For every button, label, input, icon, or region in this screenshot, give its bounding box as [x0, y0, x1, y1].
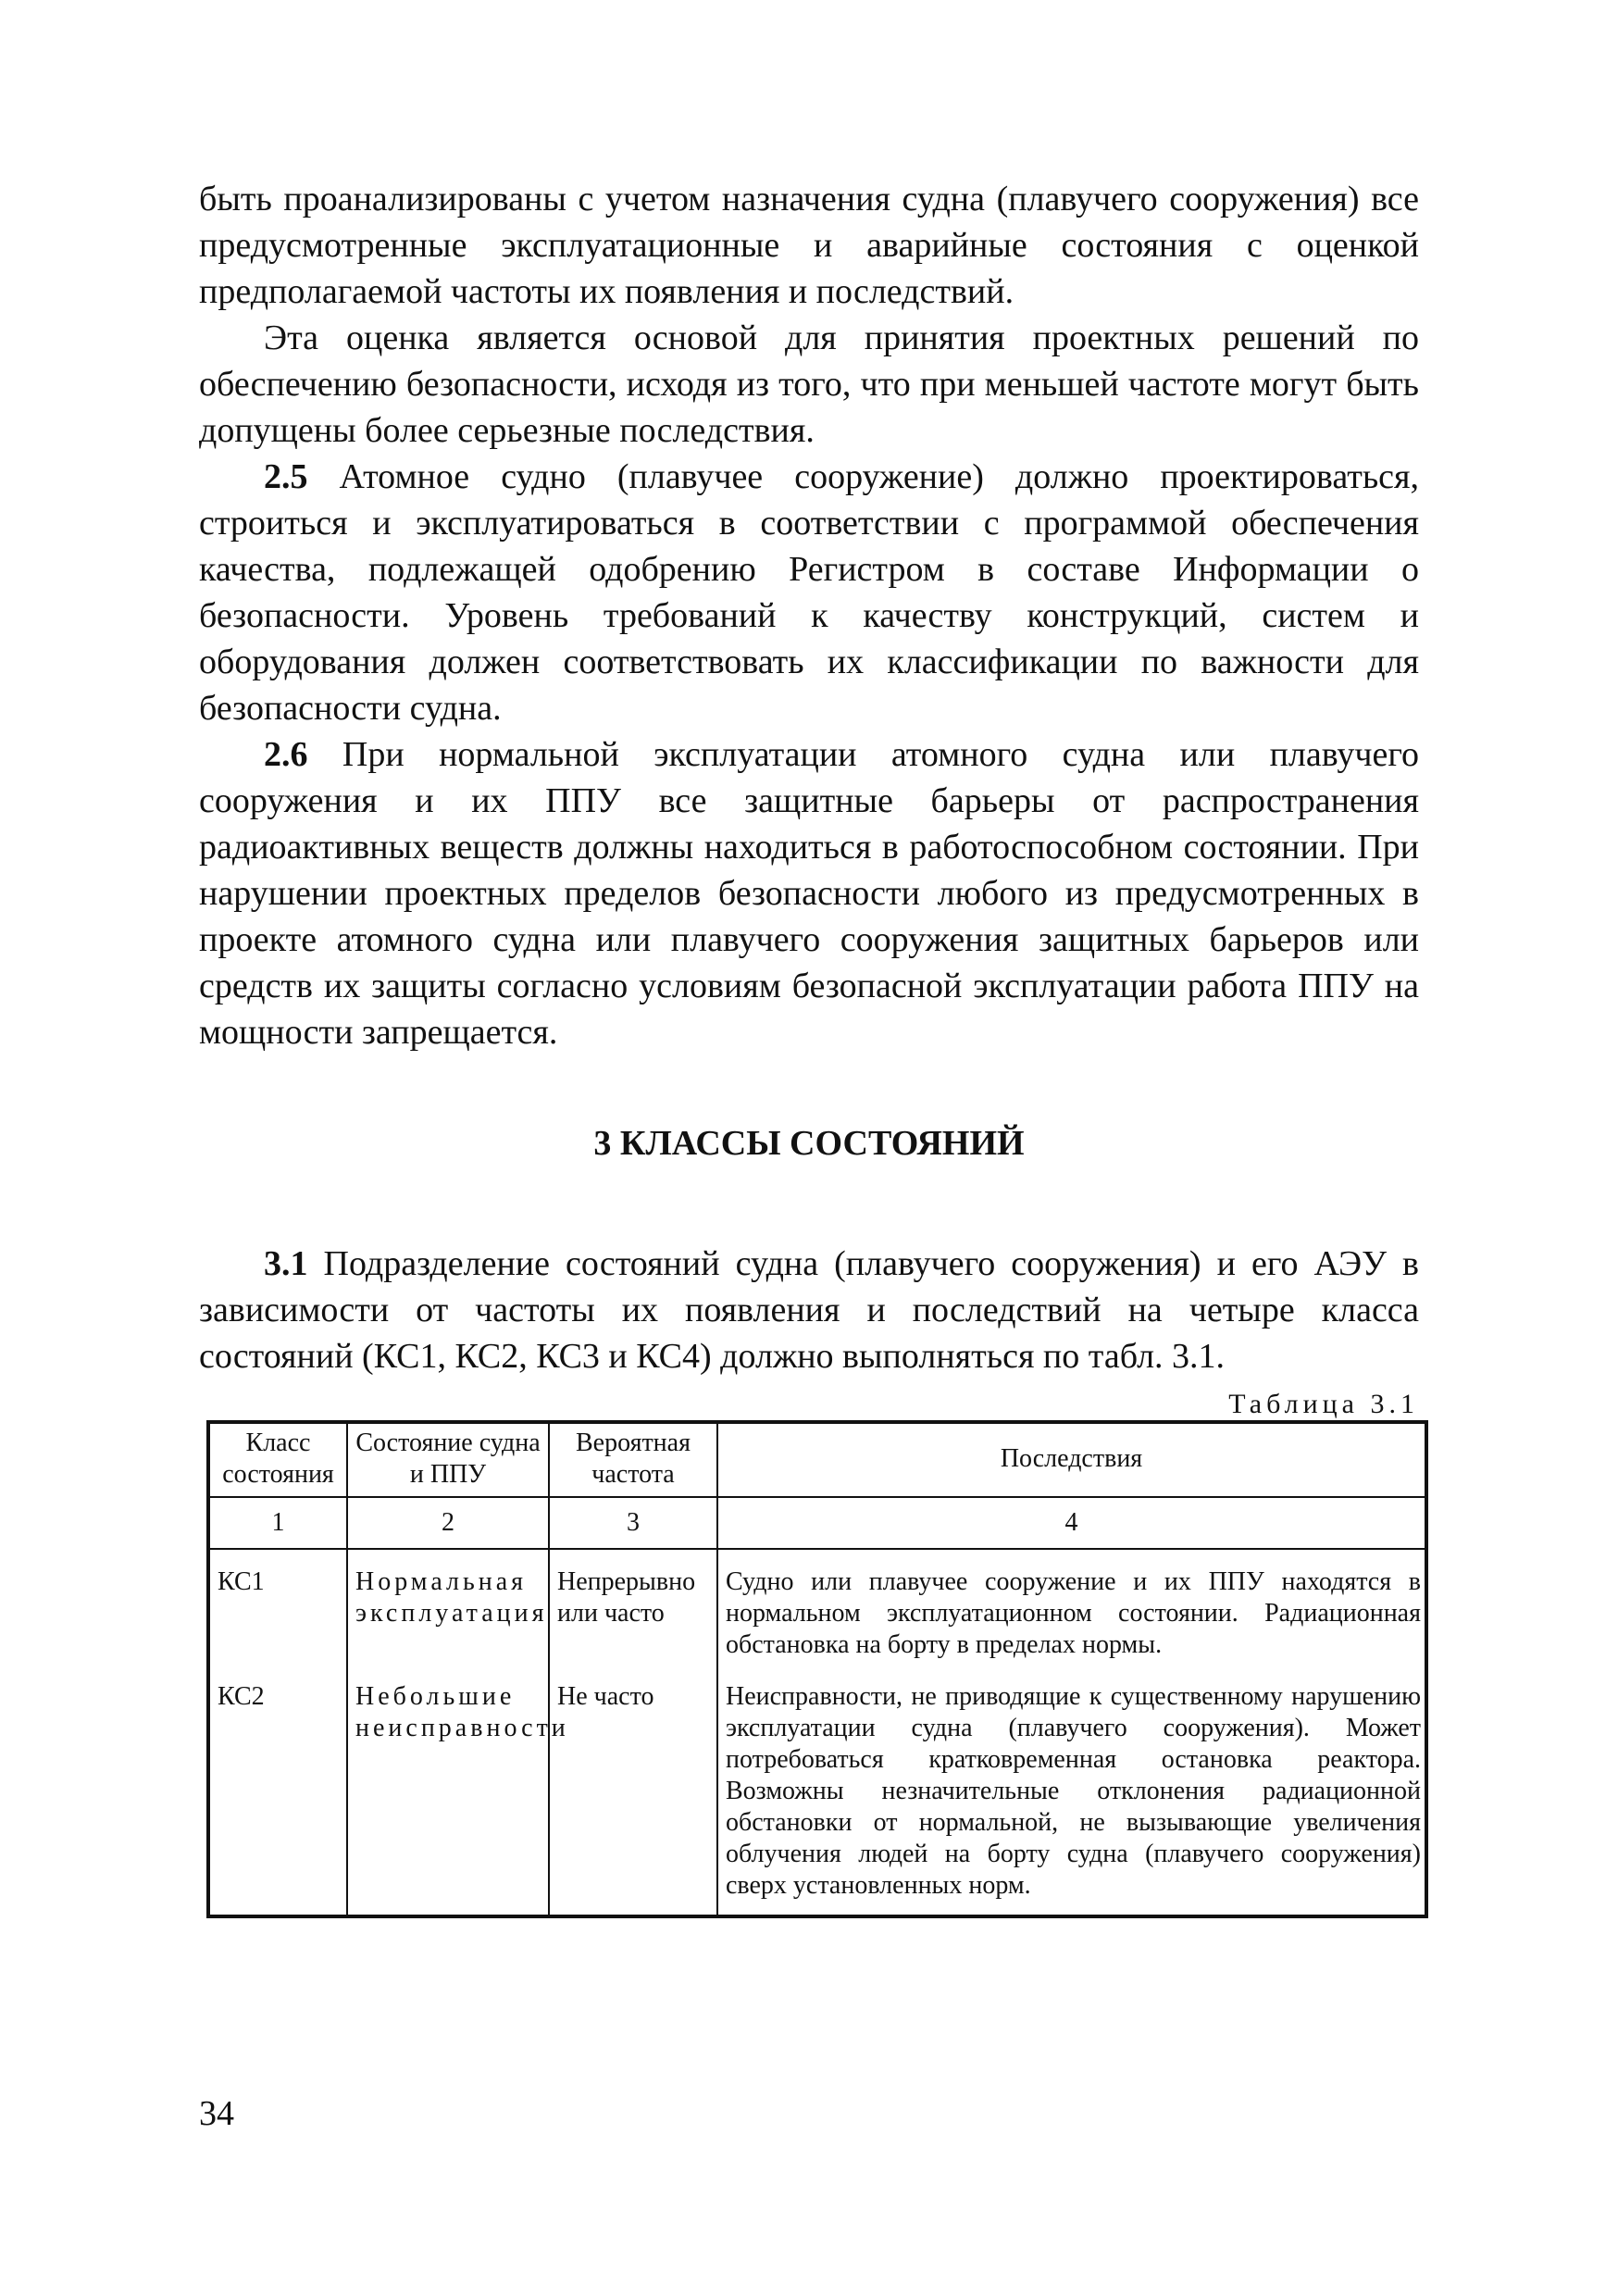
paragraph-3-1 — [199, 1241, 1419, 1379]
header-consequences: Последствия — [717, 1422, 1426, 1497]
cell-state: Нормальная эксплуатация — [347, 1549, 549, 1665]
column-number: 2 — [347, 1497, 549, 1549]
cell-consequences: Судно или плавучее сооружение и их ППУ находятся в нормальном эксплуатационном состоянии. Радиационная обстановка на борту в пределах нормы. — [717, 1549, 1426, 1665]
header-frequency: Вероятная частота — [549, 1422, 717, 1497]
clause-number-3-1: 3.1 — [264, 1244, 308, 1283]
clause-text-3-1: Подразделение состояний судна (плавучего сооружения) и его АЭУ в зависимости от частоты их появления и последствий на четыре класса состояний (КС1, КС2, КС3 и КС4) должно выполняться по табл. 3.1. — [199, 1244, 1419, 1376]
cell-state: Небольшие неисправности — [347, 1665, 549, 1916]
section-heading: 3 КЛАССЫ СОСТОЯНИЙ — [593, 1124, 1025, 1163]
table-header-row — [208, 1422, 1426, 1497]
table-caption: Таблица 3.1 — [1228, 1389, 1419, 1419]
paragraph-2-6 — [199, 731, 1419, 1055]
state-classes-table — [206, 1420, 1428, 1918]
clause-number-2-5: 2.5 — [264, 457, 308, 496]
paragraph-continuation: быть проанализированы с учетом назначения судна (плавучего сооружения) все предусмотренные эксплуатационные и аварийные состояния с оценкой предполагаемой частоты их появления и последствий. — [199, 180, 1419, 311]
table-row — [208, 1665, 1426, 1916]
cell-consequences: Неисправности, не приводящие к существенному нарушению эксплуатации судна (плавучего сооружения). Может потребоваться кратковременная остановка реактора. Возможны незначительные отклонения радиационной обстановки от нормальной, не вызывающие увеличения облучения людей на борту судна (плавучего сооружения) сверх установленных норм. — [717, 1665, 1426, 1916]
cell-class: КС2 — [208, 1665, 347, 1916]
clause-number-2-6: 2.6 — [264, 735, 308, 774]
column-number: 4 — [717, 1497, 1426, 1549]
paragraph-assessment: Эта оценка является основой для принятия проектных решений по обеспечению безопасности, исходя из того, что при меньшей частоте могут быть допущены более серьезные последствия. — [199, 318, 1419, 450]
cell-frequency: Непрерывно или часто — [549, 1549, 717, 1665]
header-state: Состояние судна и ППУ — [347, 1422, 549, 1497]
table-row — [208, 1549, 1426, 1665]
cell-frequency: Не часто — [549, 1665, 717, 1916]
page-number: 34 — [199, 2094, 234, 2133]
column-number: 3 — [549, 1497, 717, 1549]
column-number: 1 — [208, 1497, 347, 1549]
cell-class: КС1 — [208, 1549, 347, 1665]
clause-text-2-5: Атомное судно (плавучее сооружение) должно проектироваться, строиться и эксплуатироваться в соответствии с программой обеспечения качества, подлежащей одобрению Регистром в составе Информации о безопасности. Уровень требований к качеству конструкций, систем и оборудования должен соответствовать их классификации по важности для безопасности судна. — [199, 457, 1419, 728]
header-class: Класс состояния — [208, 1422, 347, 1497]
clause-text-2-6: При нормальной эксплуатации атомного судна или плавучего сооружения и их ППУ все защитные барьеры от распространения радиоактивных веществ должны находиться в работоспособном состоянии. При нарушении проектных пределов безопасности любого из предусмотренных в проекте атомного судна или плавучего сооружения защитных барьеров или средств их защиты согласно условиям безопасной эксплуатации работа ППУ на мощности запрещается. — [199, 735, 1419, 1052]
paragraph-2-5 — [199, 454, 1419, 731]
page-content — [199, 176, 1419, 1918]
column-number-row — [208, 1497, 1426, 1549]
